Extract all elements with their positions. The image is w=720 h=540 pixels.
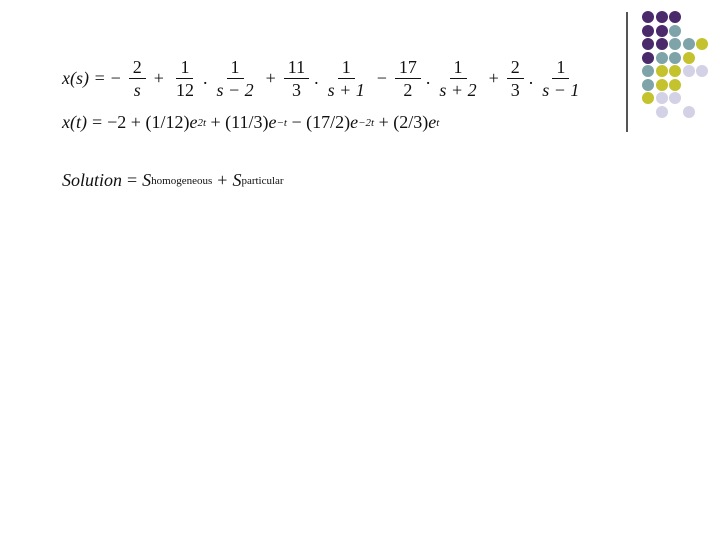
time-domain-equation: x(t) = −2 + (1/12) e 2t + (11/3) e −t − (17/2) e −2t + (2/3) e t xyxy=(62,112,440,132)
minus: − xyxy=(376,68,387,89)
decorative-dot xyxy=(642,92,654,104)
dot: . xyxy=(528,68,534,89)
num: 11 xyxy=(284,58,309,79)
num: 1 xyxy=(338,58,355,79)
frac-1-over-s-plus-1 xyxy=(324,58,369,100)
frac-1-over-12 xyxy=(172,58,198,100)
eq1-lhs: x(s) = xyxy=(62,68,106,89)
den: s − 2 xyxy=(216,79,254,100)
num: 2 xyxy=(129,58,146,79)
decorative-dot xyxy=(669,65,681,77)
decorative-dot xyxy=(669,92,681,104)
decorative-dot xyxy=(683,65,695,77)
num: 1 xyxy=(227,58,244,79)
decorative-dot xyxy=(656,106,668,118)
plus: + xyxy=(217,170,228,190)
den: 12 xyxy=(175,79,194,100)
solution-equation: Solution = S homogeneous + S particular xyxy=(62,170,284,190)
num: 1 xyxy=(176,58,193,79)
dot: . xyxy=(425,68,431,89)
den: s xyxy=(133,79,141,100)
decorative-dot xyxy=(642,25,654,37)
decorative-vertical-line xyxy=(626,12,628,132)
eq2-coeff-1: + (1/12) xyxy=(130,112,190,132)
decorative-dot xyxy=(683,106,695,118)
solution-label: Solution xyxy=(62,170,123,190)
decorative-dot xyxy=(642,52,654,64)
frac-2-over-3 xyxy=(507,58,524,100)
decorative-dot xyxy=(696,38,708,50)
decorative-dot xyxy=(656,79,668,91)
s-symbol: S xyxy=(142,170,152,190)
decorative-dot xyxy=(656,11,668,23)
decorative-dot xyxy=(642,38,654,50)
equals: = xyxy=(127,170,138,190)
decorative-dot xyxy=(656,52,668,64)
eq2-lhs: x(t) xyxy=(62,112,87,132)
num: 17 xyxy=(395,58,421,79)
den: 3 xyxy=(510,79,520,100)
s-symbol: S xyxy=(232,170,242,190)
plus: + xyxy=(153,68,164,89)
e: e xyxy=(268,112,277,132)
eq2-coeff-3: − (17/2) xyxy=(291,112,351,132)
frac-1-over-s-plus-2 xyxy=(435,58,480,100)
frac-1-over-s-minus-2 xyxy=(212,58,257,100)
num: 1 xyxy=(552,58,569,79)
eq1-minus: − xyxy=(110,68,121,89)
dot: . xyxy=(202,68,208,89)
decorative-dot xyxy=(669,25,681,37)
decorative-dot xyxy=(656,92,668,104)
decorative-dot xyxy=(669,52,681,64)
decorative-dot xyxy=(656,65,668,77)
decorative-dot xyxy=(696,65,708,77)
decorative-dot xyxy=(669,79,681,91)
equals: = xyxy=(91,112,103,132)
frac-11-over-3 xyxy=(284,58,309,100)
eq2-term-0: −2 xyxy=(107,112,127,132)
decorative-dot xyxy=(683,38,695,50)
num: 1 xyxy=(450,58,467,79)
den: s + 1 xyxy=(327,79,365,100)
e: e xyxy=(350,112,359,132)
decorative-dot xyxy=(642,79,654,91)
decorative-dot xyxy=(669,11,681,23)
den: s − 1 xyxy=(542,79,580,100)
decorative-dot xyxy=(683,52,695,64)
e: e xyxy=(428,112,437,132)
plus: + xyxy=(265,68,276,89)
frac-2-over-s xyxy=(129,58,146,100)
eq2-coeff-2: + (11/3) xyxy=(210,112,269,132)
eq2-coeff-4: + (2/3) xyxy=(378,112,429,132)
num: 2 xyxy=(507,58,524,79)
laplace-equation xyxy=(62,58,586,100)
decorative-dot xyxy=(642,65,654,77)
den: 2 xyxy=(403,79,413,100)
den: s + 2 xyxy=(439,79,477,100)
plus: + xyxy=(488,68,499,89)
decorative-dot xyxy=(656,38,668,50)
frac-1-over-s-minus-1 xyxy=(538,58,583,100)
frac-17-over-2 xyxy=(395,58,421,100)
decorative-dot xyxy=(656,25,668,37)
e: e xyxy=(189,112,198,132)
den: 3 xyxy=(291,79,301,100)
dot: . xyxy=(314,68,319,89)
decorative-dot xyxy=(642,11,654,23)
decorative-dot xyxy=(669,38,681,50)
